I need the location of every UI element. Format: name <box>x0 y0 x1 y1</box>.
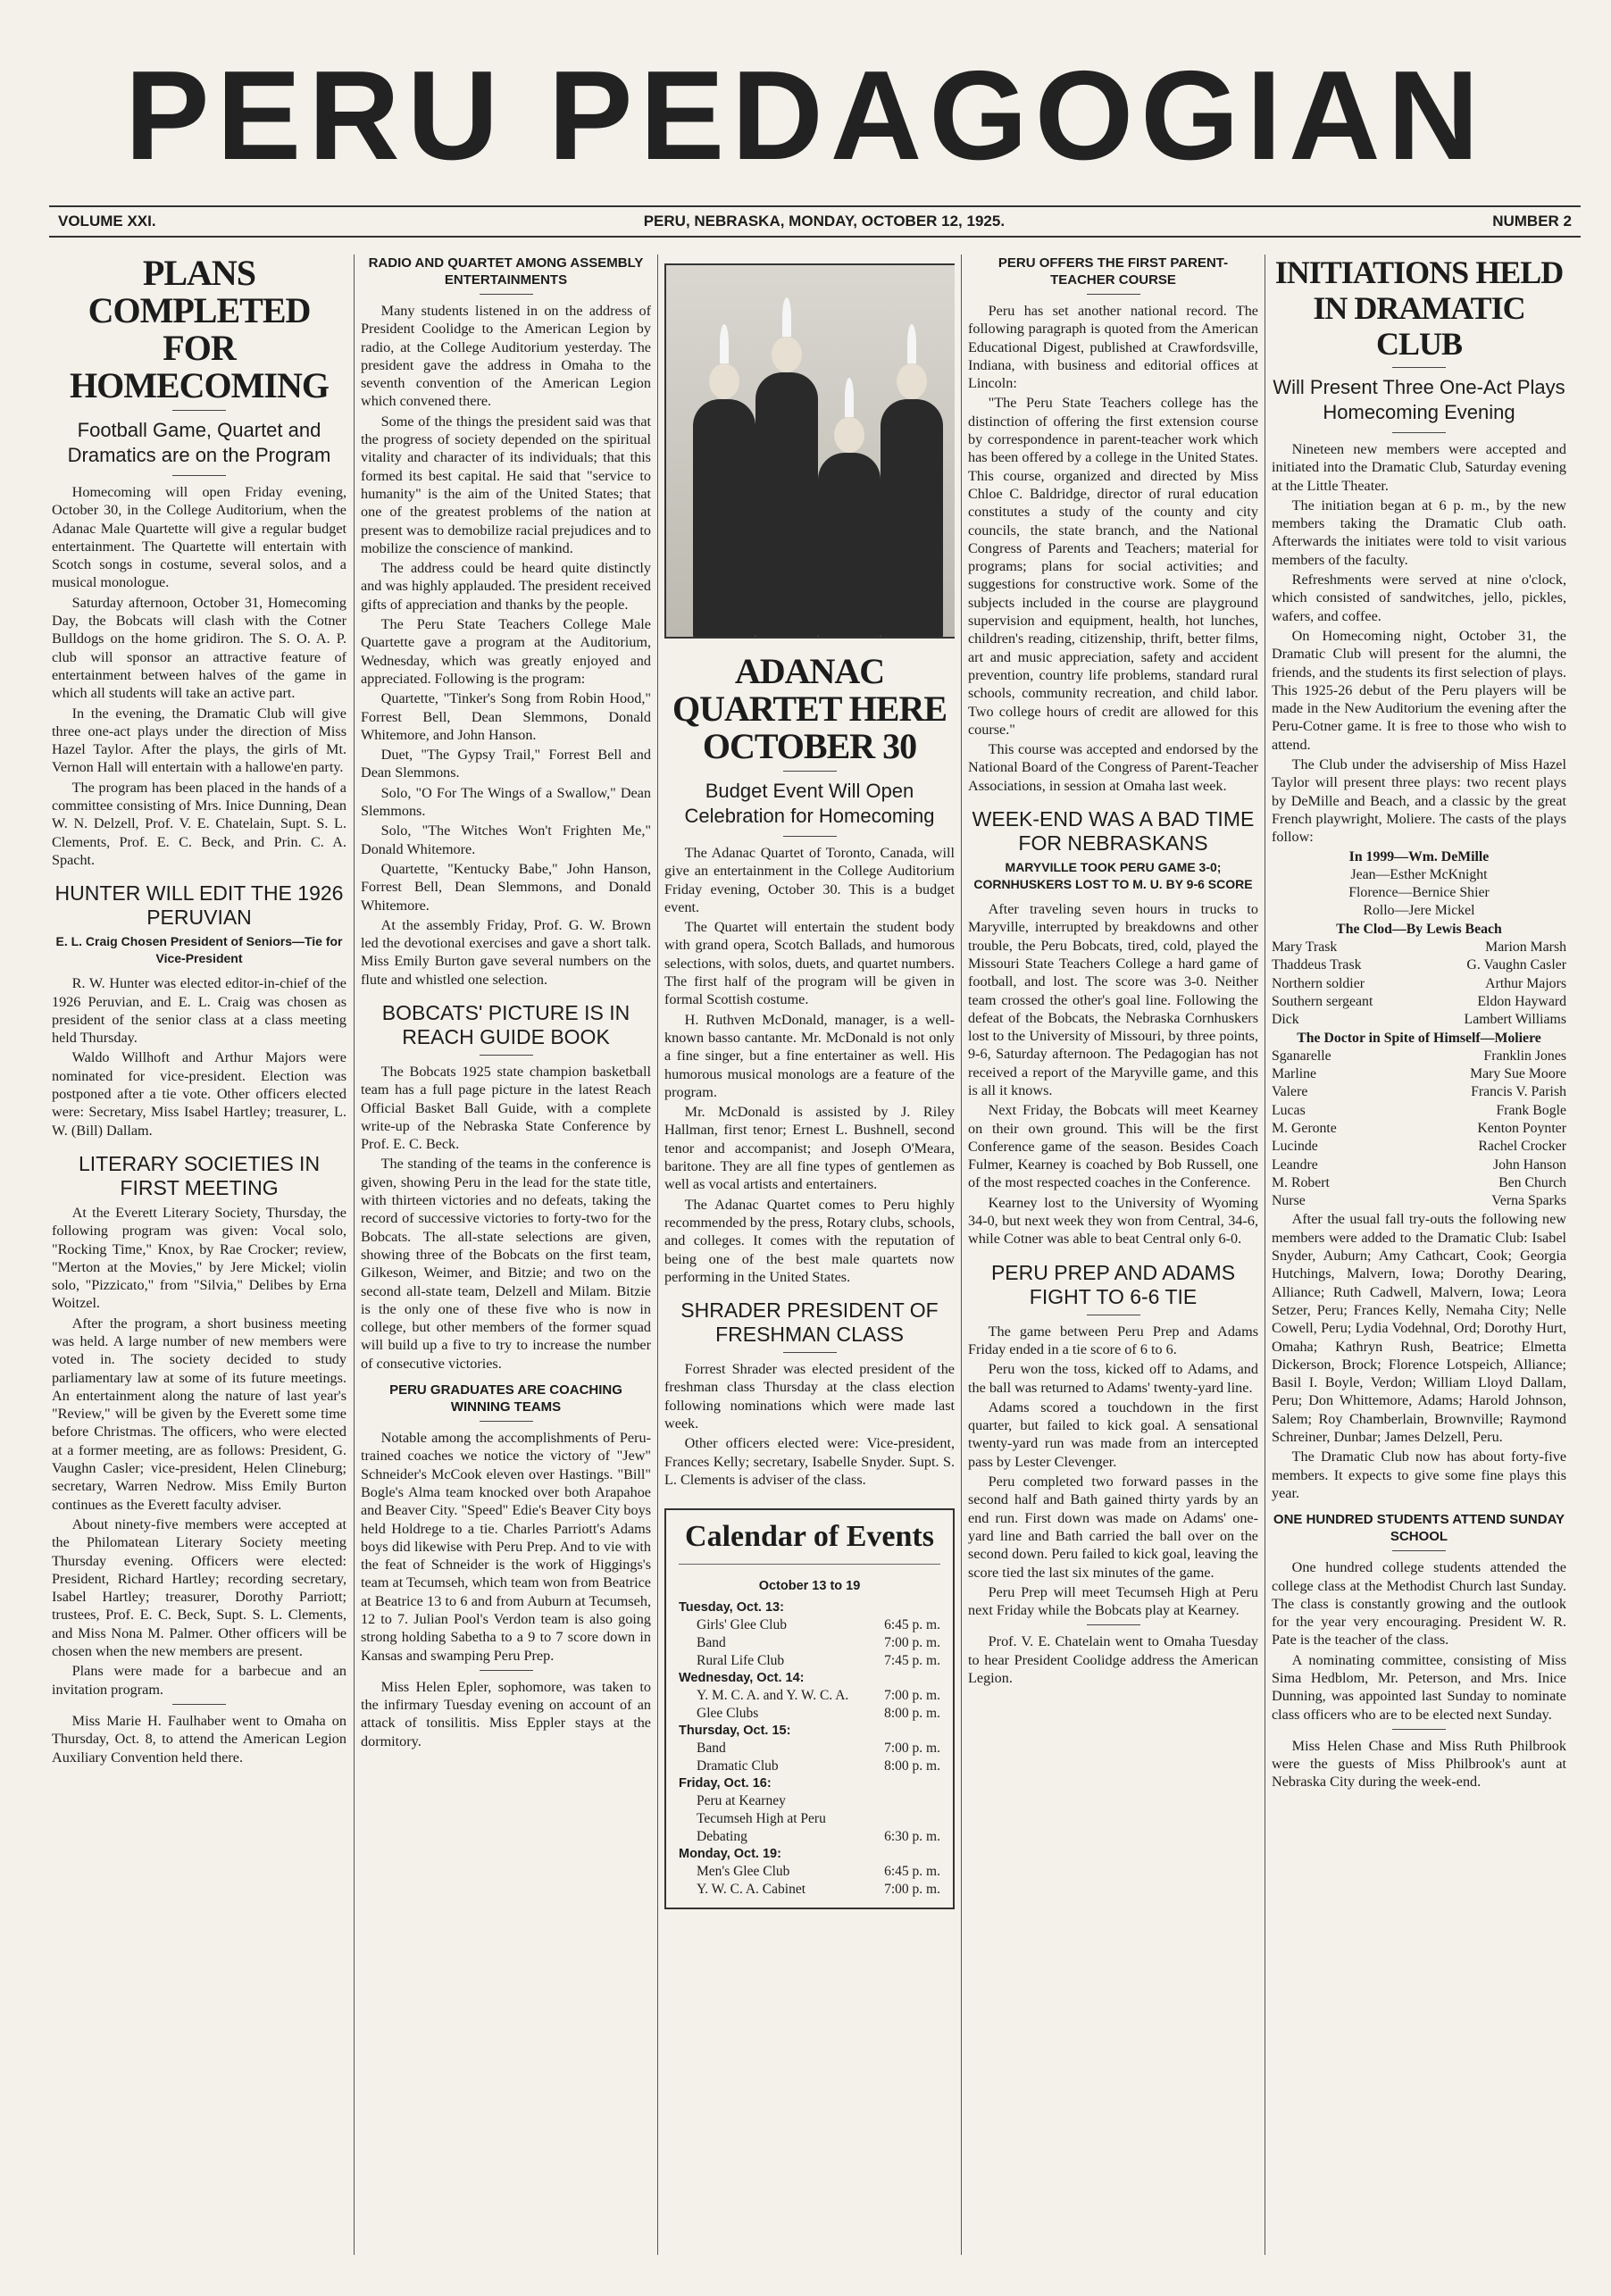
calendar-event <box>679 1810 940 1828</box>
article-paragraph: The address could be heard quite distinctly and was highly applauded. The president received gifts of appreciation and thanks by the people. <box>361 560 651 613</box>
event-time: 7:00 p. m. <box>884 1740 940 1756</box>
calendar-event <box>679 1863 940 1881</box>
headline-bobcats: BOBCATS' PICTURE IS IN REACH GUIDE BOOK <box>381 1000 630 1048</box>
photo-figure <box>907 324 916 363</box>
article-paragraph: After the usual fall try-outs the following new members were added to the Dramatic Club: Isabel Snyder, Auburn; Amy Cathcart, Cook; Georgia Hutchings, Malvern, Iowa; Dorothy Dearing, Alliance; Ruth Cadwell, Malvern, Iowa; Leora Setzer, Peru; Frances Kelly, Nemaha City; Nelle Cowell, Peru; Lydia Vodehnal, Ord; Dorothy Hurt, Omaha; Kathryn Rush, Beatrice; Elmetta Dickerson, Brock; Florence Lotspeich, Alliance; Basil I. Boyle, Verdon; William Lloyd Dallam, Peru; Don Whittemore, Adams; Harold Johnson, Salem; Roy Chamberlain, Brownville; Raymond Schreiner, Dunbar; James Delzell, Peru. <box>1272 1211 1566 1446</box>
headline-graduates: PERU GRADUATES ARE COACHING WINNING TEAMS <box>389 1382 622 1415</box>
dateline-bar <box>49 205 1581 238</box>
cast-member <box>1272 993 1566 1011</box>
headline-shrader: SHRADER PRESIDENT OF FRESHMAN CLASS <box>680 1298 939 1347</box>
headline-radio: RADIO AND QUARTET AMONG ASSEMBLY ENTERTAINMENTS <box>368 255 644 288</box>
cast-member <box>1272 1048 1566 1065</box>
article-paragraph: Many students listened in on the address of President Coolidge to the American Legion by radio, at the College Auditorium yesterday. The president gave the address in Omaha to the seventh convention of the American Legion which convened there. <box>361 303 651 410</box>
cast-member <box>1272 1192 1566 1210</box>
calendar-range: October 13 to 19 <box>758 1579 861 1594</box>
cast-role: M. Geronte <box>1272 1120 1337 1136</box>
cast-role: Lucas <box>1272 1102 1306 1118</box>
article-paragraph: Quartette, "Tinker's Song from Robin Hood," Forrest Bell, Dean Slemmons, Donald Whitemore, and John Hanson. <box>361 690 651 743</box>
cast-actor: Francis V. Parish <box>1471 1084 1566 1100</box>
article-paragraph: Plans were made for a barbecue and an invitation program. <box>52 1663 346 1698</box>
event-name: Y. M. C. A. and Y. W. C. A. <box>697 1687 849 1703</box>
article-paragraph: The Bobcats 1925 state champion basketball team has a full page picture in the latest Reach Official Basket Ball Guide, with a complete write-up of the Nebraska State Conference by Prof. E. C. Beck. <box>361 1063 651 1153</box>
article-paragraph: Quartette, "Kentucky Babe," John Hanson, Forrest Bell, Dean Slemmons, and Donald Whitemore. <box>361 860 651 914</box>
event-name: Girls' Glee Club <box>697 1616 787 1632</box>
headline-sunday-school: ONE HUNDRED STUDENTS ATTEND SUNDAY SCHOOL <box>1273 1512 1565 1545</box>
photo-figure <box>881 399 943 639</box>
cast-actor: Lambert Williams <box>1464 1012 1566 1028</box>
cast-actor: Kenton Poynter <box>1477 1120 1566 1136</box>
event-name: Peru at Kearney <box>697 1792 786 1808</box>
article-paragraph: The program has been placed in the hands of a committee consisting of Mrs. Inice Dunning, Dean W. N. Delzell, Prof. V. E. Chatelain, Supt. S. L. Clements, Prof. E. C. Beck, and Prin. C. A. Spacht. <box>52 779 346 868</box>
calendar-days <box>679 1599 940 1899</box>
cast-actor: Rachel Crocker <box>1478 1139 1566 1155</box>
cast-member: Jean—Esther McKnight <box>1350 866 1488 882</box>
article-paragraph: The Adanac Quartet of Toronto, Canada, will give an entertainment in the College Auditorium Friday evening, October 30. This is a budget event. <box>664 845 955 915</box>
article-paragraph: The initiation began at 6 p. m., by the new members taking the Dramatic Club oath. Afterwards the initiates were told to visit various members of the faculty. <box>1272 497 1566 568</box>
event-name: Glee Clubs <box>697 1705 759 1721</box>
event-time: 6:45 p. m. <box>884 1616 940 1632</box>
cast-role: Valere <box>1272 1084 1308 1100</box>
event-name: Rural Life Club <box>697 1652 785 1668</box>
cast-group <box>1272 939 1566 1029</box>
divider <box>480 1055 533 1056</box>
article-paragraph: The Peru State Teachers College Male Quartette gave a program at the Auditorium, Wednesday, which was greatly enjoyed and appreciated. Following is the program: <box>361 616 651 687</box>
divider <box>172 410 226 411</box>
event-time: 8:00 p. m. <box>884 1757 940 1774</box>
calendar-event <box>679 1881 940 1899</box>
article-paragraph: Peru Prep will meet Tecumseh High at Peru next Friday while the Bobcats play at Kearney. <box>968 1583 1258 1619</box>
calendar-event <box>679 1616 940 1634</box>
cast-role: Northern soldier <box>1272 975 1365 991</box>
cast-role: Southern sergeant <box>1272 993 1373 1009</box>
headline-initiations: INITIATIONS HELD IN DRAMATIC CLUB <box>1274 255 1564 362</box>
calendar-day: Friday, Oct. 16: <box>679 1775 772 1791</box>
photo-figure <box>772 337 802 372</box>
cast-actor: Arthur Majors <box>1485 975 1566 991</box>
article-paragraph: Waldo Willhoft and Arthur Majors were nominated for vice-president. Election was postponed after a tie vote. Other officers elected were: Secretary, Miss Isabel Hartley; treasurer, L. W. (Bill) Dallam. <box>52 1049 346 1139</box>
column-1 <box>52 255 346 2264</box>
article-paragraph: The Quartet will entertain the student body with grand opera, Scotch Ballads, and humorous selections, with solos, duets, and quartet numbers. The first half of the program will be given in formal Scottish costume. <box>664 919 955 1008</box>
calendar-event <box>679 1634 940 1652</box>
event-time: 6:30 p. m. <box>884 1828 940 1844</box>
article-paragraph: This course was accepted and endorsed by the National Board of the Congress of Parent-Teacher Associations, in session at Omaha last week. <box>968 741 1258 794</box>
article-paragraph: Adams scored a touchdown in the first quarter, but failed to kick goal. A sensational twenty-yard run was made from an intercepted pass by Lester Clevenger. <box>968 1398 1258 1470</box>
cast-member <box>1272 1065 1566 1083</box>
deck-hunter: E. L. Craig Chosen President of Seniors—Tie for Vice-President <box>55 934 343 966</box>
article-paragraph: Notable among the accomplishments of Peru-trained coaches we notice the victory of "Jew" Schneider's McCook eleven over Hastings. "Bill" Bogle's Alma team knocked over both Arapahoe and Beaver City. "Speed" Edie's Beaver City boys held Holdrege to a tie. Charles Parriott's Adams boys did likewise with Peru Prep. And to vie with the feat of Schneider is the work of Higgings's team at Tecumseh, which team won from Beatrice at Beatrice 13 to 6 and from Auburn at Tecumseh, 12 to 7. Julian Pool's Verdon team is also going strong holding Sabetha to a 9 to 7 score down in Kansas and swamping Peru Prep. <box>361 1430 651 1664</box>
event-name: Tecumseh High at Peru <box>697 1810 826 1826</box>
calendar-title: Calendar of Events <box>679 1519 940 1565</box>
event-name: Dramatic Club <box>697 1757 779 1774</box>
cast-member <box>1272 1138 1566 1156</box>
article-paragraph: Solo, "The Witches Won't Frighten Me," Donald Whitemore. <box>361 822 651 857</box>
article-paragraph: "The Peru State Teachers college has the distinction of offering the first extension course by correspondence in parent-teacher work which has been offered by a college in the United States. This course, organized and directed by Miss Chloe C. Baldridge, director of rural education constitutes a study of the county and city councils, the state branch, and the National Congress of Parents and Teachers; material for programs; plans for social activities; and suggestions for constructive work. Some of the subjects included in the course are playground supervision and equipment, health, hot lunches, children's reading, citizenship, thrift, better films, art and music appreciation, safety and accident prevention, country life problems, standard rural schools, community recreation, and child labor. Two college hours of credit are allowed for this course." <box>968 395 1258 738</box>
article-paragraph: Other officers elected were: Vice-president, Frances Kelly; secretary, Isabelle Snyder. Supt. S. L. Clements is adviser of the class. <box>664 1435 955 1488</box>
divider <box>783 1352 837 1353</box>
divider <box>480 1670 533 1671</box>
photo-figure <box>897 363 927 399</box>
cast-member <box>1272 1120 1566 1138</box>
cast-group <box>1272 866 1566 921</box>
calendar-box <box>664 1508 955 1908</box>
calendar-event <box>679 1757 940 1775</box>
calendar-day: Monday, Oct. 19: <box>679 1846 781 1861</box>
article-paragraph: Miss Helen Epler, sophomore, was taken to the infirmary Tuesday evening on account of an attack of tonsilitis. Miss Eppler stays at the dormitory. <box>361 1678 651 1749</box>
article-paragraph: Next Friday, the Bobcats will meet Kearney on their own ground. This will be the first Conference game of the season. Besides Coach Fulmer, Kearney is coached by Bob Russell, one of the most respected coaches in the Conference. <box>968 1102 1258 1191</box>
cast-title: The Clod—By Lewis Beach <box>1336 921 1502 937</box>
column-rule <box>657 255 658 2255</box>
column-4 <box>968 255 1258 2264</box>
divider <box>1392 432 1446 433</box>
volume-label: VOLUME XXI. <box>58 213 156 230</box>
photo-figure <box>782 297 791 337</box>
column-rule <box>961 255 962 2255</box>
calendar-event <box>679 1828 940 1846</box>
photo-figure <box>709 363 739 399</box>
article-paragraph: Peru won the toss, kicked off to Adams, and the ball was returned to Adams' twenty-yard line. <box>968 1361 1258 1396</box>
article-paragraph: On Homecoming night, October 31, the Dramatic Club will present for the alumni, the friends, and the students its first selection of plays. This 1925-26 debut of the Peru players will be made in the New Auditorium the evening after the Peru-Cotner game. It is free to those who wish to attend. <box>1272 627 1566 753</box>
cast-actor: John Hanson <box>1492 1156 1566 1173</box>
article-paragraph: Homecoming will open Friday evening, October 30, in the College Auditorium, when the Adanac Male Quartette will give a regular budget entertainment. The Quartette will entertain with Scotch songs in costume, several solos, and a musical monologue. <box>52 484 346 591</box>
photo-figure <box>720 324 729 363</box>
cast-actor: Ben Church <box>1498 1174 1566 1190</box>
divider <box>783 836 837 837</box>
cast-role: Marline <box>1272 1066 1317 1082</box>
cast-member <box>1272 1156 1566 1174</box>
divider <box>1392 1550 1446 1551</box>
cast-actor: Marion Marsh <box>1485 939 1566 956</box>
divider <box>480 1421 533 1422</box>
article-paragraph: R. W. Hunter was elected editor-in-chief of the 1926 Peruvian, and E. L. Craig was chosen as president of the senior class at a class meeting held Thursday. <box>52 975 346 1047</box>
photo-figure <box>693 399 755 639</box>
quartet-photo <box>664 263 955 639</box>
deck-initiations: Will Present Three One-Act Plays Homecoming Evening <box>1273 376 1565 423</box>
event-name: Debating <box>697 1828 747 1844</box>
event-time: 7:00 p. m. <box>884 1634 940 1650</box>
issue-date: PERU, NEBRASKA, MONDAY, OCTOBER 12, 1925. <box>643 213 1006 230</box>
event-time: 7:00 p. m. <box>884 1687 940 1703</box>
article-paragraph: Forrest Shrader was elected president of the freshman class Thursday at the class election following nominations which were made last week. <box>664 1361 955 1432</box>
article-paragraph: Kearney lost to the University of Wyoming 34-0, but next week they won from Central, 34-6, while Cotner was able to beat Central only 6-0. <box>968 1194 1258 1248</box>
cast-role: Nurse <box>1272 1193 1306 1209</box>
article-paragraph: Refreshments were served at nine o'clock, which consisted of sandwitches, jello, pickles, wafers, and coffee. <box>1272 572 1566 624</box>
event-name: Band <box>697 1740 726 1756</box>
cast-member <box>1272 1174 1566 1192</box>
newspaper-masthead: PERU PEDAGOGIAN <box>124 45 1487 187</box>
article-paragraph: H. Ruthven McDonald, manager, is a well-known basso cantante. Mr. McDonald is not only a fine singer, but a fine entertainer as well. His humorous musical monologs are a feature of the program. <box>664 1011 955 1100</box>
calendar-event <box>679 1792 940 1810</box>
cast-actor: Verna Sparks <box>1491 1193 1566 1209</box>
headline-homecoming: PLANS COMPLETED FOR HOMECOMING <box>70 255 329 405</box>
column-rule <box>354 255 355 2255</box>
event-name: Y. W. C. A. Cabinet <box>697 1881 806 1897</box>
cast-member <box>1272 956 1566 974</box>
cast-actor: G. Vaughn Casler <box>1466 957 1566 973</box>
article-paragraph: About ninety-five members were accepted at the Philomatean Literary Society meeting Thursday evening. Officers were elected: President, Richard Hartley; recording secretary, Isabel Hartley; treasurer, Dorothy Parriott; trustees, Prof. E. C. Beck, Supt. S. L. Clements, and Miss Nona M. Palmer. Other officers will be chosen when the new members are present. <box>52 1515 346 1660</box>
article-paragraph: Duet, "The Gypsy Trail," Forrest Bell and Dean Slemmons. <box>361 747 651 781</box>
photo-figure <box>845 378 854 417</box>
calendar-day: Tuesday, Oct. 13: <box>679 1599 784 1615</box>
calendar-day: Wednesday, Oct. 14: <box>679 1670 805 1685</box>
cast-group <box>1272 1048 1566 1211</box>
cast-role: Sganarelle <box>1272 1048 1331 1064</box>
cast-role: Lucinde <box>1272 1139 1318 1155</box>
cast-member <box>1272 939 1566 956</box>
article-paragraph: At the Everett Literary Society, Thursday, the following program was given: Vocal solo, "Rocking Time," Knox, by Rae Crocker; review, "Merton at the Movies," by Jere Mickel; violin solo, "Pizzicato," from "Silvia," Delibes by Erna Woitzel. <box>52 1204 346 1312</box>
cast-list <box>1272 848 1566 1211</box>
cast-role: Dick <box>1272 1012 1299 1028</box>
article-paragraph: Peru has set another national record. The following paragraph is quoted from the American Educational Digest, published at Crawfordsville, Indiana, with business and editorial offices at Lincoln: <box>968 303 1258 392</box>
article-paragraph: Some of the things the president said was that the progress of society depended on the spiritual vitality and character of its individuals; that this formed its best capital. He said that "service to humanity" is the aim of the United States; that one of the greatest problems of the nation at present was to demobilize racial prejudices and to mobilize the conscience of mankind. <box>361 413 651 556</box>
cast-actor: Franklin Jones <box>1483 1048 1566 1064</box>
cast-member <box>1272 1102 1566 1120</box>
deck-adanac: Budget Event Will Open Celebration for Homecoming <box>684 780 935 827</box>
article-paragraph: The Club under the advisership of Miss Hazel Taylor will present three plays: two recent plays by DeMille and Beach, and a classic by the great French playwright, Moliere. The casts of the plays follow: <box>1272 756 1566 846</box>
divider <box>1087 1624 1140 1625</box>
headline-peru-prep: PERU PREP AND ADAMS FIGHT TO 6-6 TIE <box>990 1260 1236 1308</box>
cast-role: Mary Trask <box>1272 939 1338 956</box>
headline-parent-teacher: PERU OFFERS THE FIRST PARENT-TEACHER COURSE <box>997 255 1229 288</box>
headline-weekend: WEEK-END WAS A BAD TIME FOR NEBRASKANS <box>972 807 1255 856</box>
column-5 <box>1272 255 1566 2264</box>
article-paragraph: Saturday afternoon, October 31, Homecoming Day, the Bobcats will clash with the Cotner Bulldogs on the home gridiron. The S. O. A. P. club will sponsor an attractive feature of entertainment between halves of the game in which all students will take an active part. <box>52 594 346 702</box>
divider <box>172 1704 226 1705</box>
headline-adanac: ADANAC QUARTET HERE OCTOBER 30 <box>672 651 947 766</box>
divider <box>783 771 837 772</box>
headline-hunter: HUNTER WILL EDIT THE 1926 PERUVIAN <box>54 881 344 930</box>
article-paragraph: Nineteen new members were accepted and initiated into the Dramatic Club, Saturday evening at the Little Theater. <box>1272 441 1566 494</box>
cast-title: In 1999—Wm. DeMille <box>1348 848 1490 864</box>
article-paragraph: Mr. McDonald is assisted by J. Riley Hallman, first tenor; Ernest L. Bushnell, second tenor and accompanist; and Joseph O'Meara, baritone. They are all fine types of gentlemen as well as vocal artists and entertainers. <box>664 1104 955 1193</box>
article-paragraph: At the assembly Friday, Prof. G. W. Brown led the devotional exercises and gave a short talk. Miss Emily Burton gave several numbers on the flute and whistled one selection. <box>361 916 651 988</box>
cast-member <box>1272 1011 1566 1029</box>
cast-member: Florence—Bernice Shier <box>1348 885 1490 901</box>
divider <box>480 294 533 295</box>
article-paragraph: Miss Helen Chase and Miss Ruth Philbrook were the guests of Miss Philbrook's aunt at Nebraska City during the week-end. <box>1272 1737 1566 1791</box>
cast-actor: Mary Sue Moore <box>1470 1066 1566 1082</box>
cast-title: The Doctor in Spite of Himself—Moliere <box>1297 1030 1541 1046</box>
calendar-event <box>679 1687 940 1705</box>
cast-member: Rollo—Jere Mickel <box>1363 903 1475 919</box>
article-paragraph: After the program, a short business meeting was held. A large number of new members were voted in. The society decided to study parliamentary law at some of its future meetings. An entertainment along the nature of last year's "Review," will be given by the Everett some time before Christmas. The officers, who were elected at a former meeting, are as follows: President, G. Vaughn Casler; vice-president, Helen Clineburg; secretary, Warren Nedrow. Miss Emily Burton continues as the Everett faculty adviser. <box>52 1315 346 1513</box>
article-paragraph: Prof. V. E. Chatelain went to Omaha Tuesday to hear President Coolidge address the American Legion. <box>968 1633 1258 1686</box>
calendar-day: Thursday, Oct. 15: <box>679 1723 791 1738</box>
divider <box>1392 1729 1446 1730</box>
column-2 <box>361 255 651 2264</box>
headline-literary: LITERARY SOCIETIES IN FIRST MEETING <box>78 1151 321 1199</box>
cast-member <box>1272 1083 1566 1101</box>
article-paragraph: After traveling seven hours in trucks to Maryville, interrupted by breakdowns and other trouble, the Peru Bobcats, tired, cold, played the Missouri State Teachers College a hard game of football, and lost. The score was 3-0. Neither team crossed the other's goal line. Following the defeat of the Bobcats, the Nebraska Cornhuskers lost to the University of Missouri, by three points, 9-6, Saturday afternoon. The Pedagogian has not received a report of the Maryville game, and this is all it knows. <box>968 901 1258 1098</box>
event-time: 7:45 p. m. <box>884 1652 940 1668</box>
cast-role: Leandre <box>1272 1156 1318 1173</box>
article-paragraph: One hundred college students attended the college class at the Methodist Church last Sunday. The class is constantly growing and the outlook for the year very encouraging. President W. R. Pate is the teacher of the class. <box>1272 1559 1566 1649</box>
cast-actor: Eldon Hayward <box>1477 993 1566 1009</box>
cast-role: Thaddeus Trask <box>1272 957 1362 973</box>
calendar-event <box>679 1652 940 1670</box>
article-paragraph: Solo, "O For The Wings of a Swallow," Dean Slemmons. <box>361 784 651 820</box>
article-paragraph: Peru completed two forward passes in the second half and Bath gained thirty yards by an end run. First down was made on Adams' one-yard line and Bath carried the ball over on the second down. Peru failed to kick goal, leaving the score tied the last six minutes of the game. <box>968 1474 1258 1581</box>
cast-member <box>1272 975 1566 993</box>
article-paragraph: The game between Peru Prep and Adams Friday ended in a tie score of 6 to 6. <box>968 1323 1258 1357</box>
article-paragraph: Miss Marie H. Faulhaber went to Omaha on Thursday, Oct. 8, to attend the American Legion Auxiliary Convention held there. <box>52 1712 346 1766</box>
cast-actor: Frank Bogle <box>1496 1102 1566 1118</box>
photo-figure <box>834 417 864 453</box>
issue-number: NUMBER 2 <box>1492 213 1572 230</box>
divider <box>1392 367 1446 368</box>
event-name: Band <box>697 1634 726 1650</box>
column-3 <box>664 255 955 2264</box>
event-time: 7:00 p. m. <box>884 1881 940 1897</box>
deck-weekend: MARYVILLE TOOK PERU GAME 3-0; CORNHUSKERS LOST TO M. U. BY 9-6 SCORE <box>973 860 1253 892</box>
article-paragraph: The Dramatic Club now has about forty-five members. It expects to give some fine plays this year. <box>1272 1449 1566 1501</box>
divider <box>172 475 226 476</box>
article-paragraph: A nominating committee, consisting of Miss Sima Hedblom, Mr. Peterson, and Mrs. Inice Dunning, was appointed last Sunday to nominate class officers who are to be elected next Sunday. <box>1272 1651 1566 1723</box>
calendar-event <box>679 1705 940 1723</box>
deck-homecoming: Football Game, Quartet and Dramatics are on the Program <box>67 419 331 466</box>
photo-figure <box>818 453 881 639</box>
calendar-event <box>679 1740 940 1757</box>
article-paragraph: In the evening, the Dramatic Club will give three one-act plays under the direction of Miss Hazel Taylor. After the plays, the girls of Mt. Vernon Hall will entertain with a hallowe'en party. <box>52 705 346 776</box>
article-paragraph: The Adanac Quartet comes to Peru highly recommended by the press, Rotary clubs, schools, and colleges. It comes with the reputation of being one of the best male quartets now performing in the United States. <box>664 1196 955 1285</box>
divider <box>1087 294 1140 295</box>
event-time: 8:00 p. m. <box>884 1705 940 1721</box>
event-name: Men's Glee Club <box>697 1863 790 1879</box>
cast-role: M. Robert <box>1272 1174 1330 1190</box>
article-paragraph: The standing of the teams in the conference is given, showing Peru in the lead for the state title, with thirteen victories and no defeats, taking the record of successive victories to forty-two for the Bobcats. The all-state selections are given, showing three of the Bobcats on the first team, Gilkeson, Weimer, and Bitzie; and two on the second all-state team, Delzell and Milam. Bitzie is the only one of these five who is now in college, but other members of the former squad will build up a five to try to increase the number of consecutive victories. <box>361 1156 651 1372</box>
photo-figure <box>755 372 818 639</box>
event-time: 6:45 p. m. <box>884 1863 940 1879</box>
